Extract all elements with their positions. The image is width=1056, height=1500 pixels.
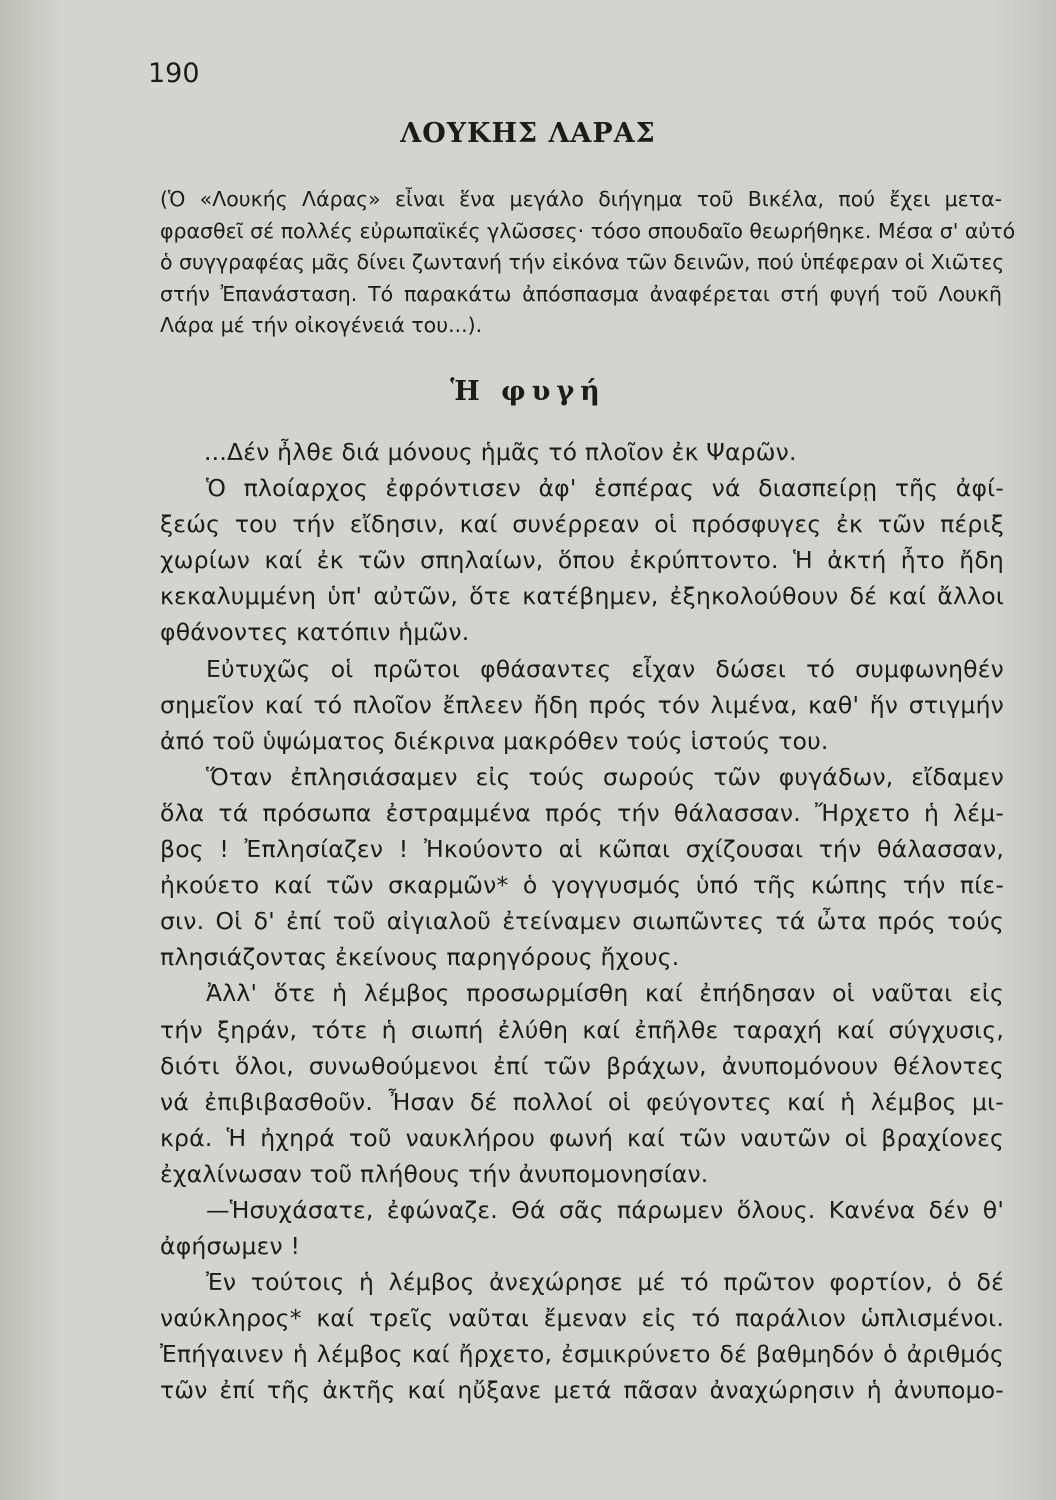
chapter-title: ΛΟΥΚΗΣ ΛΑΡΑΣ: [400, 118, 656, 149]
text-line: πλησιάζοντας ἐκείνους παρηγόρους ἤχους.: [160, 943, 680, 972]
text-line: κρά. Ἡ ἠχηρά τοῦ ναυκλήρου φωνή καί τῶν ναυτῶν οἱ βραχίονες: [160, 1123, 1004, 1152]
text-line: ...Δέν ἦλθε διά μόνους ἡμᾶς τό πλοῖον ἐκ Ψαρῶν.: [204, 438, 797, 466]
text-line: ναύκληρος* καί τρεῖς ναῦται ἔμεναν εἰς τό παράλιον ὡπλισμένοι.: [160, 1304, 1004, 1333]
story-text: [160, 434, 1004, 1409]
text-line: ἐχαλίνωσαν τοῦ πλήθους τήν ἀνυπομονησίαν.: [160, 1159, 709, 1188]
text-line: ὅλα τά πρόσωπα ἐστραμμένα πρός τήν θάλασσαν. Ἤρχετο ἡ λέμ-: [160, 798, 1004, 827]
text-line: κεκαλυμμένη ὑπ' αὐτῶν, ὅτε κατέβημεν, ἐξηκολούθουν δέ καί ἄλλοι: [160, 582, 1004, 611]
text-line: Ἐν τούτοις ἡ λέμβος ἀνεχώρησε μέ τό πρῶτον φορτίον, ὁ δέ: [206, 1268, 1004, 1297]
text-line: διότι ὅλοι, συνωθούμενοι ἐπί τῶν βράχων, ἀνυπομόνουν θέλοντες: [160, 1051, 1004, 1080]
text-line: ἀπό τοῦ ὑψώματος διέκρινα μακρόθεν τούς ἱστούς του.: [160, 726, 829, 755]
text-line: Ὅταν ἐπλησιάσαμεν εἰς τούς σωρούς τῶν φυγάδων, εἴδαμεν: [206, 762, 1004, 791]
text-line: ξεώς του τήν εἴδησιν, καί συνέρρεαν οἱ πρόσφυγες ἐκ τῶν πέριξ: [160, 510, 1004, 539]
text-line: φθάνοντες κατόπιν ἡμῶν.: [160, 618, 470, 647]
intro-line: φρασθεῖ σέ πολλές εὐρωπαϊκές γλῶσσες· τόσο σπουδαῖο θεωρήθηκε. Μέσα σ' αὐτό: [160, 218, 1016, 243]
intro-line: στήν Ἐπανάσταση. Τό παρακάτω ἀπόσπασμα ἀναφέρεται στή φυγή τοῦ Λουκῆ: [160, 281, 1002, 306]
text-line: Εὐτυχῶς οἱ πρῶτοι φθάσαντες εἶχαν δώσει τό συμφωνηθέν: [206, 654, 1004, 683]
text-line: σημεῖον καί τό πλοῖον ἔπλεεν ἤδη πρός τόν λιμένα, καθ' ἥν στιγμήν: [160, 690, 1004, 719]
text-line: Ἐπήγαινεν ἡ λέμβος καί ἤρχετο, ἐσμικρύνετο δέ βαθμηδόν ὁ ἀριθμός: [160, 1340, 1004, 1369]
intro-line: (Ὁ «Λουκής Λάρας» εἶναι ἕνα μεγάλο διήγημα τοῦ Βικέλα, πού ἔχει μετα-: [160, 187, 1002, 211]
section-heading: Ἡ φυγή: [450, 376, 606, 407]
text-line: τῶν ἐπί τῆς ἀκτῆς καί ηὔξανε μετά πᾶσαν ἀναχώρησιν ἡ ἀνυπομο-: [160, 1376, 1004, 1405]
text-line: σιν. Οἱ δ' ἐπί τοῦ αἰγιαλοῦ ἐτείναμεν σιωπῶντες τά ὦτα πρός τούς: [160, 907, 1004, 936]
text-line: χωρίων καί ἐκ τῶν σπηλαίων, ὅπου ἐκρύπτοντο. Ἡ ἀκτή ἦτο ἤδη: [160, 546, 1004, 575]
intro-paragraph: [160, 184, 1016, 342]
text-line: —Ἡσυχάσατε, ἐφώναζε. Θά σᾶς πάρωμεν ὅλους. Κανένα δέν θ': [206, 1195, 1004, 1224]
text-line: νά ἐπιβιβασθοῦν. Ἦσαν δέ πολλοί οἱ φεύγοντες καί ἡ λέμβος μι-: [160, 1087, 1004, 1116]
text-line: Ἀλλ' ὅτε ἡ λέμβος προσωρμίσθη καί ἐπήδησαν οἱ ναῦται εἰς: [206, 979, 1004, 1008]
text-line: βος ! Ἐπλησίαζεν ! Ἠκούοντο αἱ κῶπαι σχίζουσαι τήν θάλασσαν,: [160, 835, 1004, 864]
text-line: ἀφήσωμεν !: [160, 1232, 301, 1261]
intro-line: Λάρα μέ τήν οἰκογένειά του...).: [160, 313, 483, 337]
text-line: ἠκούετο καί τῶν σκαρμῶν* ὁ γογγυσμός ὑπό τῆς κώπης τήν πίε-: [160, 871, 1004, 900]
text-line: Ὁ πλοίαρχος ἐφρόντισεν ἀφ' ἑσπέρας νά διασπείρῃ τῆς ἀφί-: [206, 474, 1004, 503]
text-line: τήν ξηράν, τότε ἡ σιωπή ἐλύθη καί ἐπῆλθε ταραχή καί σύγχυσις,: [160, 1015, 1004, 1044]
intro-line: ὁ συγγραφέας μᾶς δίνει ζωντανή τήν εἰκόνα τῶν δεινῶν, πού ὑπέφεραν οἱ Χιῶτες: [160, 250, 1005, 274]
page-number: 190: [148, 58, 200, 89]
